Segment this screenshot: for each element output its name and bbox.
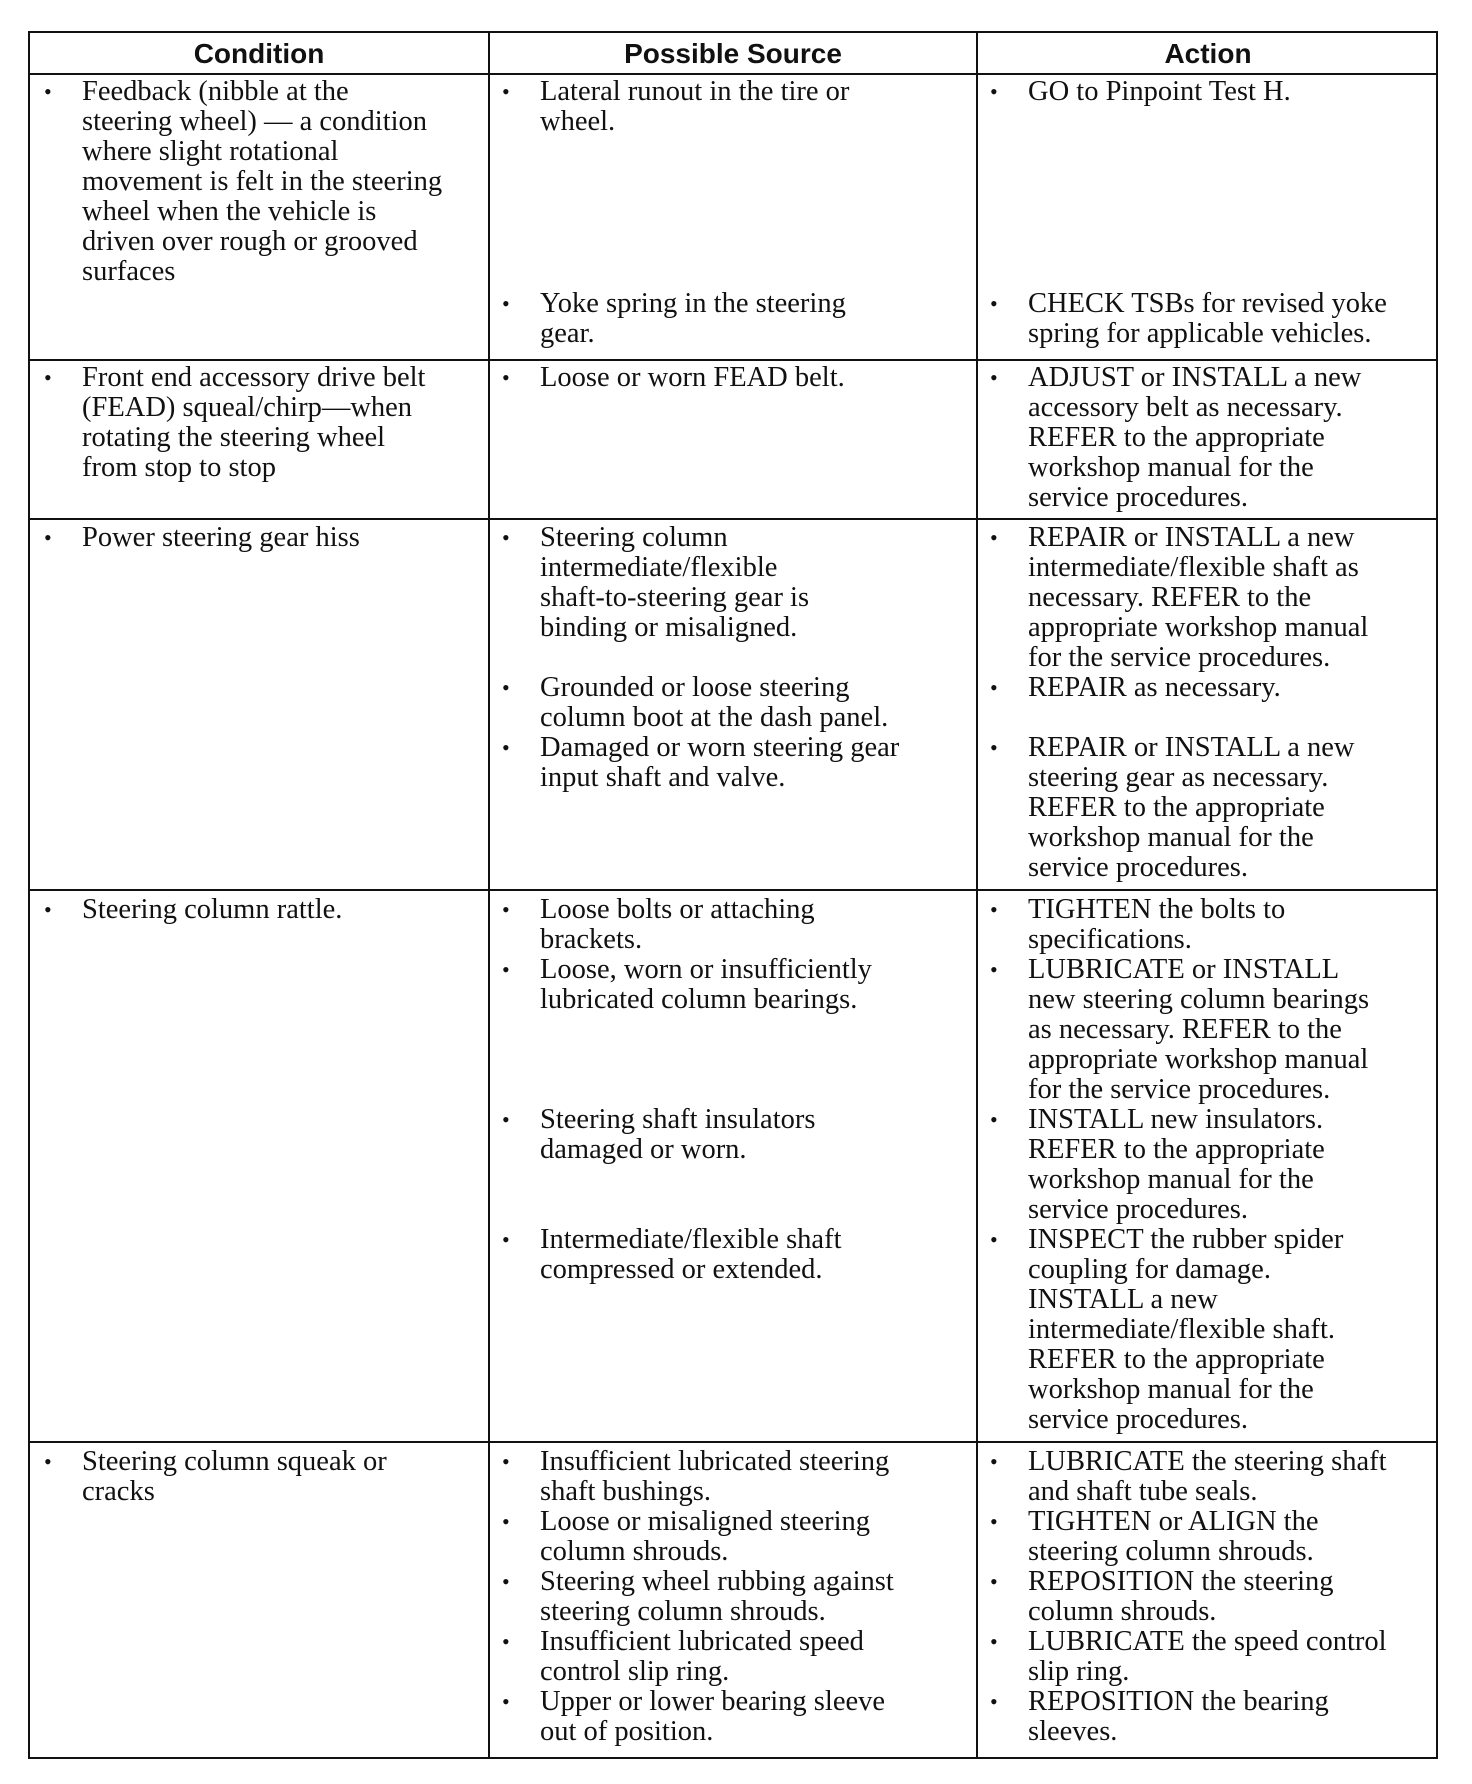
action-text: GO to Pinpoint Test H. bbox=[1028, 76, 1291, 107]
action-text: REPAIR or INSTALL a new steering gear as necessary. REFER to the appropriate workshop manual for the service procedures. bbox=[1028, 732, 1355, 883]
source-text: Loose bolts or attaching brackets. bbox=[540, 894, 815, 955]
condition-text: Power steering gear hiss bbox=[82, 522, 360, 553]
bullet-icon: • bbox=[990, 1569, 998, 1594]
row-divider bbox=[30, 889, 1436, 891]
source-text: Insufficient lubricated steering shaft bushings. bbox=[540, 1446, 890, 1507]
bullet-icon: • bbox=[990, 1449, 998, 1474]
bullet-icon: • bbox=[502, 79, 510, 104]
action-text: TIGHTEN or ALIGN the steering column shrouds. bbox=[1028, 1506, 1319, 1567]
bullet-icon: • bbox=[502, 957, 510, 982]
bullet-icon: • bbox=[502, 897, 510, 922]
bullet-icon: • bbox=[990, 1509, 998, 1534]
bullet-icon: • bbox=[44, 79, 52, 104]
bullet-icon: • bbox=[990, 365, 998, 390]
action-text: LUBRICATE or INSTALL new steering column bearings as necessary. REFER to the appropriate workshop manual for the service procedures. bbox=[1028, 954, 1370, 1105]
header-condition: Condition bbox=[193, 37, 325, 69]
bullet-icon: • bbox=[502, 365, 510, 390]
action-text: TIGHTEN the bolts to specifications. bbox=[1028, 894, 1286, 955]
column-divider bbox=[488, 33, 490, 1757]
source-text: Intermediate/flexible shaft compressed or extended. bbox=[540, 1224, 842, 1285]
bullet-icon: • bbox=[502, 675, 510, 700]
bullet-icon: • bbox=[990, 957, 998, 982]
action-text: INSPECT the rubber spider coupling for damage. INSTALL a new intermediate/flexible shaft. REFER to the appropriate workshop manual for the service procedures. bbox=[1028, 1224, 1344, 1435]
bullet-icon: • bbox=[990, 1689, 998, 1714]
source-text: Steering shaft insulators damaged or worn. bbox=[540, 1104, 816, 1165]
diagnosis-table bbox=[28, 31, 1438, 1759]
bullet-icon: • bbox=[502, 291, 510, 316]
bullet-icon: • bbox=[990, 1227, 998, 1252]
bullet-icon: • bbox=[44, 365, 52, 390]
action-text: REPOSITION the steering column shrouds. bbox=[1028, 1566, 1334, 1627]
condition-text: Front end accessory drive belt (FEAD) squeal/chirp—when rotating the steering wheel from stop to stop bbox=[82, 362, 426, 483]
bullet-icon: • bbox=[44, 1449, 52, 1474]
bullet-icon: • bbox=[990, 675, 998, 700]
source-text: Steering wheel rubbing against steering column shrouds. bbox=[540, 1566, 894, 1627]
source-text: Steering column intermediate/flexible shaft-to-steering gear is binding or misaligned. bbox=[540, 522, 810, 643]
source-text: Loose or misaligned steering column shrouds. bbox=[540, 1506, 871, 1567]
source-text: Loose, worn or insufficiently lubricated column bearings. bbox=[540, 954, 872, 1015]
action-text: LUBRICATE the steering shaft and shaft tube seals. bbox=[1028, 1446, 1387, 1507]
bullet-icon: • bbox=[990, 897, 998, 922]
action-text: CHECK TSBs for revised yoke spring for applicable vehicles. bbox=[1028, 288, 1387, 349]
source-text: Loose or worn FEAD belt. bbox=[540, 362, 845, 393]
bullet-icon: • bbox=[502, 1227, 510, 1252]
column-divider bbox=[976, 33, 978, 1757]
bullet-icon: • bbox=[502, 1449, 510, 1474]
action-text: INSTALL new insulators. REFER to the appropriate workshop manual for the service procedures. bbox=[1028, 1104, 1325, 1225]
source-text: Insufficient lubricated speed control slip ring. bbox=[540, 1626, 864, 1687]
bullet-icon: • bbox=[990, 1107, 998, 1132]
bullet-icon: • bbox=[44, 897, 52, 922]
action-text: REPAIR or INSTALL a new intermediate/flexible shaft as necessary. REFER to the appropriate workshop manual for the service procedures. bbox=[1028, 522, 1369, 673]
bullet-icon: • bbox=[502, 525, 510, 550]
condition-text: Steering column squeak or cracks bbox=[82, 1446, 387, 1507]
bullet-icon: • bbox=[990, 79, 998, 104]
source-text: Damaged or worn steering gear input shaft and valve. bbox=[540, 732, 900, 793]
bullet-icon: • bbox=[990, 1629, 998, 1654]
row-divider bbox=[30, 1441, 1436, 1443]
action-text: REPOSITION the bearing sleeves. bbox=[1028, 1686, 1329, 1747]
action-text: REPAIR as necessary. bbox=[1028, 672, 1281, 703]
condition-text: Steering column rattle. bbox=[82, 894, 343, 925]
row-divider bbox=[30, 359, 1436, 361]
bullet-icon: • bbox=[502, 1569, 510, 1594]
action-text: LUBRICATE the speed control slip ring. bbox=[1028, 1626, 1387, 1687]
source-text: Yoke spring in the steering gear. bbox=[540, 288, 846, 349]
source-text: Upper or lower bearing sleeve out of position. bbox=[540, 1686, 886, 1747]
bullet-icon: • bbox=[502, 1629, 510, 1654]
bullet-icon: • bbox=[502, 1107, 510, 1132]
condition-text: Feedback (nibble at the steering wheel) — a condition where slight rotational movement is felt in the steering wheel when the vehicle is driven over rough or grooved surfaces bbox=[82, 76, 443, 287]
action-text: ADJUST or INSTALL a new accessory belt as necessary. REFER to the appropriate workshop manual for the service procedures. bbox=[1028, 362, 1362, 513]
bullet-icon: • bbox=[502, 1509, 510, 1534]
bullet-icon: • bbox=[502, 735, 510, 760]
bullet-icon: • bbox=[502, 1689, 510, 1714]
header-possible-source: Possible Source bbox=[624, 37, 842, 69]
bullet-icon: • bbox=[990, 291, 998, 316]
bullet-icon: • bbox=[990, 735, 998, 760]
bullet-icon: • bbox=[44, 525, 52, 550]
row-divider bbox=[30, 518, 1436, 520]
header-action: Action bbox=[1164, 37, 1252, 69]
source-text: Grounded or loose steering column boot at the dash panel. bbox=[540, 672, 889, 733]
source-text: Lateral runout in the tire or wheel. bbox=[540, 76, 850, 137]
bullet-icon: • bbox=[990, 525, 998, 550]
